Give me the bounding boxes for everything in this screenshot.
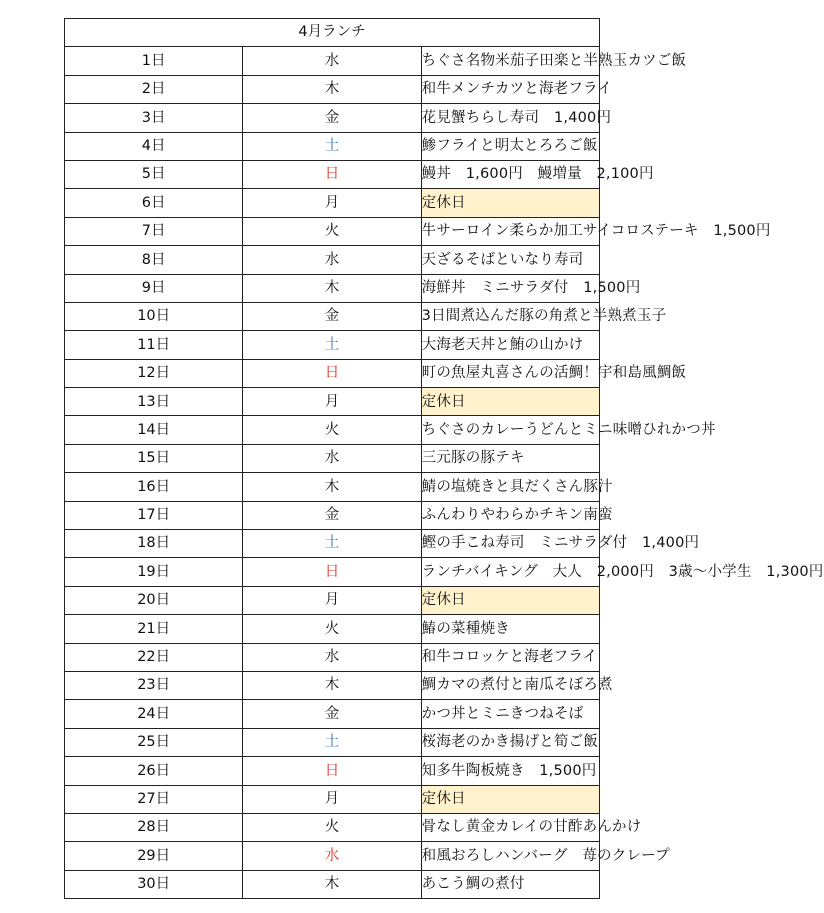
day-cell: 11日 bbox=[65, 331, 243, 359]
lunch-menu-sheet bbox=[64, 18, 824, 899]
menu-item-cell: 天ざるそばといなり寿司 bbox=[421, 246, 599, 274]
day-cell: 2日 bbox=[65, 75, 243, 103]
menu-item-cell: あこう鯛の煮付 bbox=[421, 870, 599, 898]
menu-item-cell: 鰹の手こね寿司 ミニサラダ付 1,400円 bbox=[421, 530, 599, 558]
day-cell: 15日 bbox=[65, 444, 243, 472]
table-row bbox=[65, 189, 600, 217]
weekday-cell: 月 bbox=[243, 586, 421, 614]
weekday-cell: 水 bbox=[243, 47, 421, 75]
weekday-cell: 日 bbox=[243, 558, 421, 586]
closed-day-cell: 定休日 bbox=[421, 388, 599, 416]
weekday-cell: 金 bbox=[243, 501, 421, 529]
weekday-cell: 水 bbox=[243, 246, 421, 274]
table-row bbox=[65, 416, 600, 444]
day-cell: 9日 bbox=[65, 274, 243, 302]
weekday-cell: 木 bbox=[243, 473, 421, 501]
table-row bbox=[65, 444, 600, 472]
menu-item-cell: 和風おろしハンバーグ 苺のクレープ bbox=[421, 842, 599, 870]
day-cell: 14日 bbox=[65, 416, 243, 444]
table-row bbox=[65, 842, 600, 870]
table-row bbox=[65, 47, 600, 75]
closed-day-cell: 定休日 bbox=[421, 586, 599, 614]
weekday-cell: 木 bbox=[243, 75, 421, 103]
table-row bbox=[65, 473, 600, 501]
closed-day-cell: 定休日 bbox=[421, 785, 599, 813]
day-cell: 25日 bbox=[65, 728, 243, 756]
weekday-cell: 水 bbox=[243, 643, 421, 671]
menu-item-cell: 鰆の菜種焼き bbox=[421, 615, 599, 643]
table-row bbox=[65, 104, 600, 132]
table-row bbox=[65, 586, 600, 614]
weekday-cell: 土 bbox=[243, 530, 421, 558]
table-row bbox=[65, 388, 600, 416]
table-row bbox=[65, 274, 600, 302]
day-cell: 5日 bbox=[65, 160, 243, 188]
menu-item-cell: 海鮮丼 ミニサラダ付 1,500円 bbox=[421, 274, 599, 302]
day-cell: 3日 bbox=[65, 104, 243, 132]
day-cell: 12日 bbox=[65, 359, 243, 387]
closed-day-cell: 定休日 bbox=[421, 189, 599, 217]
table-row bbox=[65, 813, 600, 841]
menu-item-cell: 鯖の塩焼きと具だくさん豚汁 bbox=[421, 473, 599, 501]
table-row bbox=[65, 132, 600, 160]
table-row bbox=[65, 160, 600, 188]
table-row bbox=[65, 530, 600, 558]
weekday-cell: 日 bbox=[243, 359, 421, 387]
menu-item-cell: 牛サーロイン柔らか加工サイコロステーキ 1,500円 bbox=[421, 217, 599, 245]
table-row bbox=[65, 217, 600, 245]
menu-item-cell: 桜海老のかき揚げと筍ご飯 bbox=[421, 728, 599, 756]
menu-item-cell: 知多牛陶板焼き 1,500円 bbox=[421, 757, 599, 785]
menu-item-cell: ふんわりやわらかチキン南蛮 bbox=[421, 501, 599, 529]
table-row bbox=[65, 246, 600, 274]
weekday-cell: 木 bbox=[243, 671, 421, 699]
menu-item-cell: かつ丼とミニきつねそば bbox=[421, 700, 599, 728]
menu-item-cell: 和牛メンチカツと海老フライ bbox=[421, 75, 599, 103]
menu-item-cell: 鰻丼 1,600円 鰻増量 2,100円 bbox=[421, 160, 599, 188]
day-cell: 6日 bbox=[65, 189, 243, 217]
lunch-menu-table bbox=[64, 18, 824, 899]
weekday-cell: 木 bbox=[243, 870, 421, 898]
weekday-cell: 金 bbox=[243, 302, 421, 330]
day-cell: 24日 bbox=[65, 700, 243, 728]
day-cell: 20日 bbox=[65, 586, 243, 614]
day-cell: 13日 bbox=[65, 388, 243, 416]
day-cell: 27日 bbox=[65, 785, 243, 813]
table-row bbox=[65, 558, 600, 586]
weekday-cell: 月 bbox=[243, 785, 421, 813]
day-cell: 23日 bbox=[65, 671, 243, 699]
menu-item-cell: ランチバイキング 大人 2,000円 3歳～小学生 1,300円 bbox=[421, 558, 599, 586]
day-cell: 29日 bbox=[65, 842, 243, 870]
menu-item-cell: 鯵フライと明太とろろご飯 bbox=[421, 132, 599, 160]
title-row bbox=[65, 19, 600, 47]
day-cell: 18日 bbox=[65, 530, 243, 558]
table-row bbox=[65, 700, 600, 728]
weekday-cell: 土 bbox=[243, 331, 421, 359]
day-cell: 22日 bbox=[65, 643, 243, 671]
weekday-cell: 月 bbox=[243, 388, 421, 416]
table-row bbox=[65, 870, 600, 898]
day-cell: 28日 bbox=[65, 813, 243, 841]
weekday-cell: 金 bbox=[243, 700, 421, 728]
day-cell: 8日 bbox=[65, 246, 243, 274]
table-row bbox=[65, 643, 600, 671]
weekday-cell: 土 bbox=[243, 728, 421, 756]
table-row bbox=[65, 671, 600, 699]
weekday-cell: 土 bbox=[243, 132, 421, 160]
weekday-cell: 火 bbox=[243, 615, 421, 643]
table-row bbox=[65, 615, 600, 643]
menu-item-cell: ちぐさのカレーうどんとミニ味噌ひれかつ丼 bbox=[421, 416, 599, 444]
day-cell: 30日 bbox=[65, 870, 243, 898]
day-cell: 10日 bbox=[65, 302, 243, 330]
menu-item-cell: 三元豚の豚テキ bbox=[421, 444, 599, 472]
day-cell: 1日 bbox=[65, 47, 243, 75]
weekday-cell: 水 bbox=[243, 842, 421, 870]
table-row bbox=[65, 785, 600, 813]
day-cell: 19日 bbox=[65, 558, 243, 586]
menu-item-cell: 和牛コロッケと海老フライ bbox=[421, 643, 599, 671]
day-cell: 16日 bbox=[65, 473, 243, 501]
menu-item-cell: 花見蟹ちらし寿司 1,400円 bbox=[421, 104, 599, 132]
weekday-cell: 火 bbox=[243, 217, 421, 245]
day-cell: 21日 bbox=[65, 615, 243, 643]
day-cell: 26日 bbox=[65, 757, 243, 785]
weekday-cell: 火 bbox=[243, 813, 421, 841]
weekday-cell: 火 bbox=[243, 416, 421, 444]
weekday-cell: 木 bbox=[243, 274, 421, 302]
menu-item-cell: ちぐさ名物米茄子田楽と半熟玉カツご飯 bbox=[421, 47, 599, 75]
menu-item-cell: 大海老天丼と鮪の山かけ bbox=[421, 331, 599, 359]
weekday-cell: 日 bbox=[243, 757, 421, 785]
weekday-cell: 月 bbox=[243, 189, 421, 217]
weekday-cell: 金 bbox=[243, 104, 421, 132]
table-row bbox=[65, 75, 600, 103]
table-row bbox=[65, 501, 600, 529]
day-cell: 7日 bbox=[65, 217, 243, 245]
day-cell: 4日 bbox=[65, 132, 243, 160]
table-row bbox=[65, 302, 600, 330]
menu-item-cell: 骨なし黄金カレイの甘酢あんかけ bbox=[421, 813, 599, 841]
menu-item-cell: 町の魚屋丸喜さんの活鯛！宇和島風鯛飯 bbox=[421, 359, 599, 387]
table-row bbox=[65, 359, 600, 387]
table-row bbox=[65, 331, 600, 359]
weekday-cell: 日 bbox=[243, 160, 421, 188]
page-title: 4月ランチ bbox=[65, 19, 600, 47]
day-cell: 17日 bbox=[65, 501, 243, 529]
menu-item-cell: 3日間煮込んだ豚の角煮と半熟煮玉子 bbox=[421, 302, 599, 330]
menu-item-cell: 鯛カマの煮付と南瓜そぼろ煮 bbox=[421, 671, 599, 699]
weekday-cell: 水 bbox=[243, 444, 421, 472]
table-row bbox=[65, 757, 600, 785]
table-row bbox=[65, 728, 600, 756]
